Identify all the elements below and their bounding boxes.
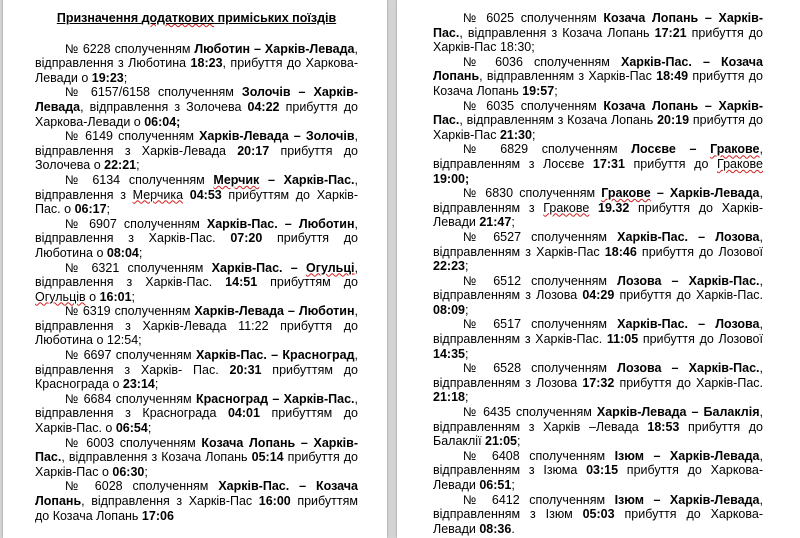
train-entry: № 6149 сполученням Харків-Левада – Золочів, відправлення з Харків-Левада 20:17 прибуття до Золочева о 22:21; [35,129,358,173]
train-entry: № 6408 сполученням Ізюм – Харків-Левада, відправленням з Ізюма 03:15 прибуття до Харкова-Левади 06:51; [433,448,763,492]
train-entry: № 6035 сполученням Козача Лопань – Харків-Пас., відправленням з Козача Лопань 20:19 прибуття до Харків-Пас 21:30; [433,98,764,142]
train-entry: № 6134 сполученням Мерчик – Харків-Пас., відправлення з Мерчика 04:53 прибуттям до Харків-Пас. о 06:17; [35,172,358,217]
train-entry: № 6435 сполученням Харків-Левада – Балаклія, відправленням з Харків –Левада 18:53 прибуття до Балаклії 21:05; [433,405,763,449]
train-entry: № 6697 сполученням Харків-Пас. – Красноград, відправлення з Харків- Пас. 20:31 прибуттям до Краснограда о 23:14; [35,348,359,392]
title-part: Призначення [56,11,142,25]
train-entry: № 6830 сполученням Гракове – Харків-Левада, відправленням з Гракове 19.32 прибуття до Харків-Левади 21:47; [433,186,763,230]
document-title [35,11,358,26]
document-page-left [3,0,387,538]
train-entry: № 6829 сполученням Лосєве – Гракове, відправленням з Лосєве 17:31 прибуття до Гракове 19:00; [433,142,763,186]
train-entry: № 6527 сполученням Харків-Пас. – Лозова, відправленням з Харків-Пас 18:46 прибуття до Лозової 22:23; [433,229,763,274]
train-entry: № 6157/6158 сполученням Золочів – Харків-Левада, відправлення з Золочева 04:22 прибуття до Харкова-Левади о 06:04; [35,85,358,129]
train-entry: № 6025 сполученням Козача Лопань – Харків-Пас., відправлення з Козача Лопань 17:21 прибуття до Харків-Пас 18:30; [433,11,764,55]
title-part-misspelled: додаткових [141,11,215,25]
train-entry: № 6517 сполученням Харків-Пас. – Лозова, відправленням з Харків-Пас. 11:05 прибуття до Лозової 14:35; [433,317,763,361]
train-entry: № 6512 сполученням Лозова – Харків-Пас., відправленням з Лозова 04:29 прибуття до Харків-Пас. 08:09; [433,273,763,317]
train-entry: № 6412 сполученням Ізюм – Харків-Левада, відправленням з Ізюм 05:03 прибуття до Харкова-Левади 08:36. [433,492,763,536]
train-entry: № 6028 сполученням Харків-Пас. – Козача Лопань, відправлення з Харків-Пас 16:00 прибуттям до Козача Лопань 17:06 [35,479,358,523]
train-entry: № 6321 сполученням Харків-Пас. – Огульці, відправлення з Харків-Пас. 14:51 прибуттям до Огульців о 16:01; [35,260,358,304]
text-column-right [433,11,763,536]
train-entry: № 6907 сполученням Харків-Пас. – Люботин, відправлення з Харків-Пас. 07:20 прибуття до Люботина о 08:04; [35,216,358,260]
text-column-left [35,11,358,523]
train-entry: № 6036 сполученням Харків-Пас. – Козача Лопань, відправленням з Харків-Пас 18:49 прибуття до Козача Лопань 19:57; [433,54,763,98]
document-page-right [397,0,800,538]
train-entry: № 6003 сполученням Козача Лопань – Харків-Пас., відправлення з Козача Лопань 05:14 прибуття до Харків-Пас о 06:30; [35,435,359,479]
train-entry: № 6228 сполученням Люботин – Харків-Левада, відправлення з Люботина 18:23, прибуття до Харкова-Левади о 19:23; [35,41,358,85]
train-entry: № 6319 сполученням Харків-Левада – Люботин, відправлення з Харків-Левада 11:22 прибуття до Люботина о 12:54; [35,304,358,348]
title-part: приміських поїздів [214,11,337,25]
train-entry: № 6684 сполученням Красноград – Харків-Пас., відправлення з Краснограда 04:01 прибуттям до Харків-Пас. о 06:54; [35,391,358,436]
train-entry: № 6528 сполученням Лозова – Харків-Пас., відправленням з Лозова 17:32 прибуття до Харків-Пас. 21:18; [433,361,763,405]
